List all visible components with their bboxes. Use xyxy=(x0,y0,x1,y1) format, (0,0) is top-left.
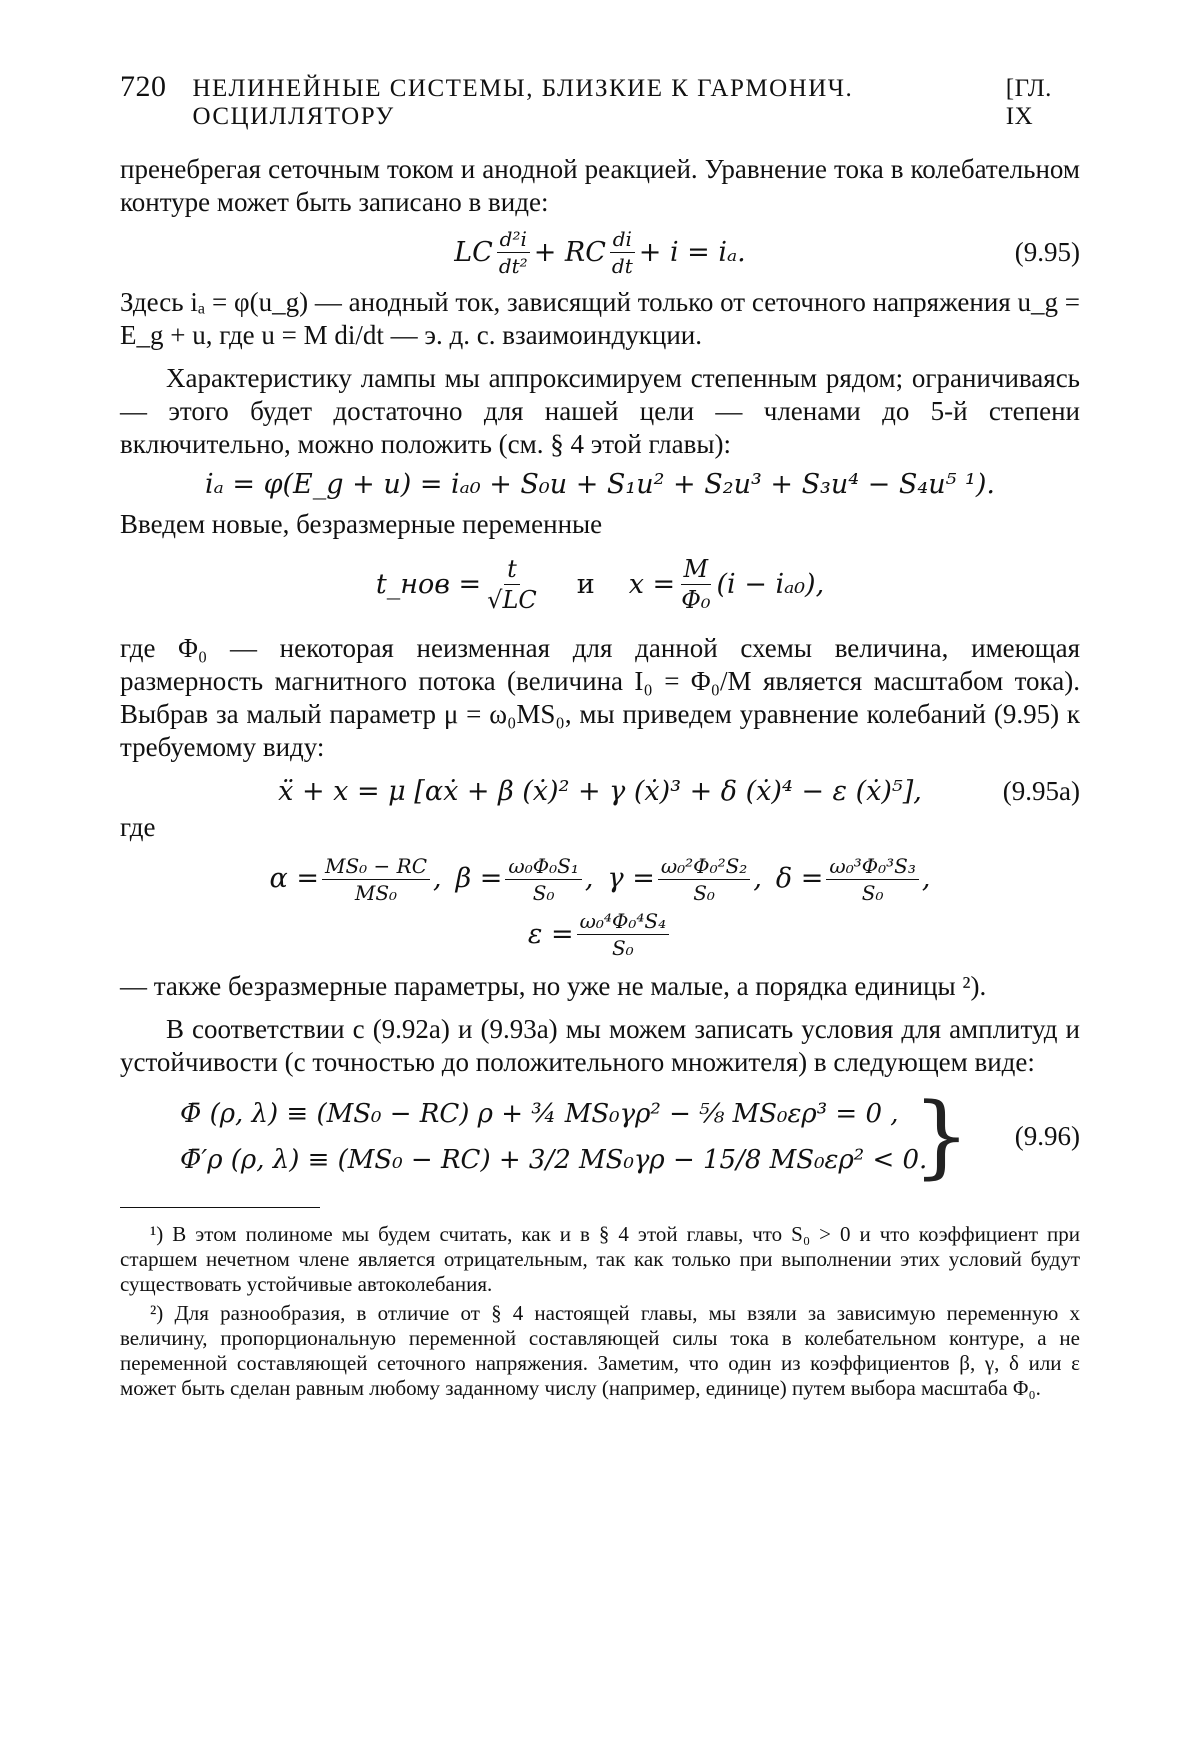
equation-9-95: LC $\frac{\text{d²i}}{\text{dt²}}$ + RC $\frac{di}{dt}$ + i = iₐ. (9.95) xyxy=(454,227,1080,278)
equation-system-9-96: Φ̄ (ρ, λ) ≡ (MS₀ − RC) ρ + ¾ MS₀γρ² − ⅝ MS₀ερ³ = 0 , Φ̄′ρ (ρ, λ) ≡ (MS₀ − RC) + 3/2 MS₀γρ − 15/8 MS₀ερ² < 0. } (9.96) xyxy=(180,1084,1080,1189)
brace-icon: } xyxy=(912,1084,970,1189)
equation-series: iₐ = φ(E_g + u) = iₐ₀ + S₀u + S₁u² + S₂u³ + S₃u⁴ − S₄u⁵ ¹). xyxy=(205,469,995,500)
equation-variables: t_нов = $\frac{t}{√LC}$ и x = $\frac{M}{\text{Φ₀}}$ (i − iₐ₀), xyxy=(375,555,825,614)
paragraph-4: Введем новые, безразмерные переменные xyxy=(120,509,603,539)
paragraph-2: Здесь iₐ = φ(u_g) — анодный ток, зависящий только от сеточного напряжения u_g = E_g + u, где u = M di/dt — э. д. с. взаимоиндукции. xyxy=(120,287,1080,350)
paragraph-3: Характеристику лампы мы аппроксимируем степенным рядом; ограничиваясь — этого будет достаточно для нашей цели — членами до 5-й степени включительно, можно положить (см. § 4 этой главы): xyxy=(120,363,1080,459)
equation-number: (9.96) xyxy=(1014,1121,1080,1151)
equation-9-95a: ẍ + x = μ [αẋ + β (ẋ)² + γ (ẋ)³ + δ (ẋ)⁴ − ε (ẋ)⁵], (9.95a) xyxy=(278,776,1080,807)
running-title: НЕЛИНЕЙНЫЕ СИСТЕМЫ, БЛИЗКИЕ К ГАРМОНИЧ. ОСЦИЛЛЯТОРУ xyxy=(192,75,854,130)
running-header xyxy=(120,70,1080,131)
equation-number: (9.95) xyxy=(1014,237,1080,267)
footnote-divider xyxy=(120,1207,320,1208)
coefficients-row: α = $\frac{\text{MS₀ − RC}}{\text{MS₀}}$ , β = $\frac{\text{ω₀Φ₀S₁}}{\text{S₀}}$ , γ = $\frac{\text{ω₀²Φ₀²S₂}}{\text{S₀}}$ , δ = $\frac{\text{ω₀³Φ₀³S₃}}{\text{S₀}}$ , xyxy=(269,854,931,905)
footnote-2: ²) Для разнообразия, в отличие от § 4 настоящей главы, мы взяли за зависимую переменную x величину, пропорциональную переменной составляющей силы тока в колебательном контуре, а не переменной составляющей сеточного напряжения. Заметим, что один из коэффициентов β, γ, δ или ε может быть сделан равным любому заданному числу (например, единице) путем выбора масштаба Φ₀. xyxy=(120,1301,1080,1400)
paragraph-1: пренебрегая сеточным током и анодной реакцией. Уравнение тока в колебательном контуре может быть записано в виде: xyxy=(120,154,1080,217)
footnote-1: ¹) В этом полиноме мы будем считать, как и в § 4 этой главы, что S₀ > 0 и что коэффициент при старшем нечетном члене является отрицательным, так как только при выполнении этих условий будут существовать устойчивые автоколебания. xyxy=(120,1222,1080,1296)
chapter-label: [ГЛ. IX xyxy=(1005,75,1052,130)
where-label: где xyxy=(120,812,156,842)
paragraph-7: В соответствии с (9.92a) и (9.93a) мы можем записать условия для амплитуд и устойчивости (с точностью до положительного множителя) в следующем виде: xyxy=(120,1014,1080,1077)
paragraph-6: — также безразмерные параметры, но уже не малые, а порядка единицы ²). xyxy=(120,971,987,1001)
page-number: 720 xyxy=(120,70,167,103)
paragraph-5: где Φ₀ — некоторая неизменная для данной схемы величина, имеющая размерность магнитного потока (величина I₀ = Φ₀/M является масштабом тока). Выбрав за малый параметр μ = ω₀MS₀, мы приведем уравнение колебаний (9.95) к требуемому виду: xyxy=(120,633,1080,762)
coefficient-epsilon: ε = $\frac{\text{ω₀⁴Φ₀⁴S₄}}{\text{S₀}}$ xyxy=(120,909,1080,960)
equation-number: (9.95a) xyxy=(1002,776,1080,806)
page xyxy=(120,70,1080,1405)
